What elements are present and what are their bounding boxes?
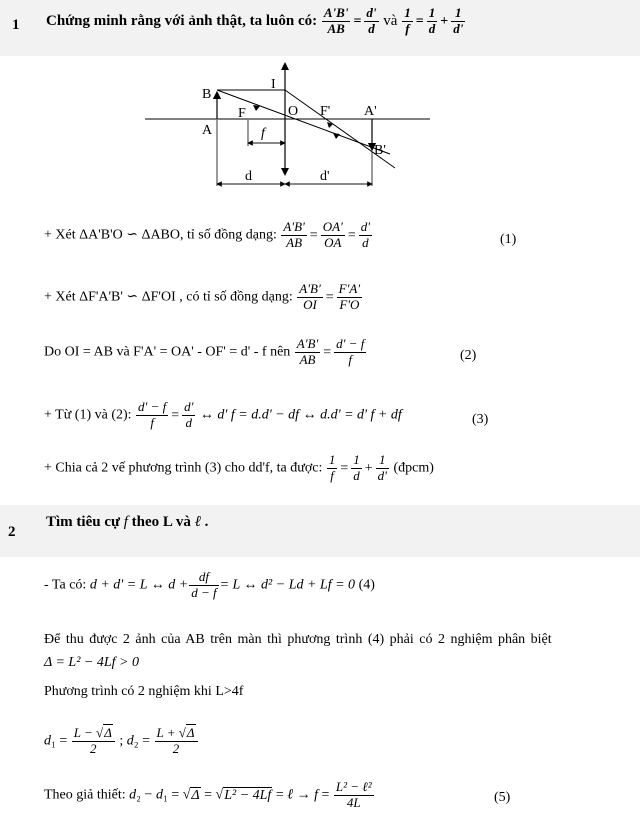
label-B: B xyxy=(202,87,212,102)
section1-number: 1 xyxy=(12,17,20,33)
s1-line2-text: + Xét ΔF'A'B' ∽ ΔF'OI , có tỉ số đồng dạng: xyxy=(44,289,293,305)
s1-line5-text: + Chia cả 2 vế phương trình (3) cho dd'f, ta được: xyxy=(44,460,323,476)
s1-line4: + Từ (1) và (2): $\frac{d' - f}{f}$ = $\frac{d'}{d}$ ↔ d' f = d.d' − df ↔ d.d' = d' f + df xyxy=(44,399,402,430)
label-Fp: F' xyxy=(320,104,331,119)
section1-title: Chứng minh rằng với ảnh thật, ta luôn có: $\frac{A'B'}{AB}$ = $\frac{d'}{d}$ và $\frac{1}{f}$ = $\frac{1}{d}$ + $\frac{1}{d'}$ xyxy=(46,5,464,36)
section2-number: 2 xyxy=(8,524,16,540)
label-A: A xyxy=(202,123,213,138)
s1-line4-num: (3) xyxy=(472,412,489,427)
label-Bp: B' xyxy=(374,143,386,158)
s2-line1: - Ta có: d + d' = L ↔ d + $\frac{df}{d - f}$ = L ↔ d² − Ld + Lf = 0 (4) xyxy=(44,569,375,600)
s1-line5-suffix: (đpcm) xyxy=(393,460,434,476)
lens-diagram xyxy=(140,58,440,198)
label-O: O xyxy=(288,104,299,119)
s1-line4-text: + Từ (1) và (2): xyxy=(44,407,132,423)
section1-title-prefix: Chứng minh rằng với ảnh thật, ta luôn có: xyxy=(46,12,318,29)
label-f: f xyxy=(261,126,265,141)
s2-roots: d₁ = $\frac{L - √\Delta}{2}$ ; d₂ = $\frac{L + √\Delta}{2}$ xyxy=(44,726,199,757)
s1-line2: + Xét ΔF'A'B' ∽ ΔF'OI , có tỉ số đồng dạng: $\frac{A'B'}{OI}$ = $\frac{F'A'}{F'O}$ xyxy=(44,281,361,312)
s2-line1-text: - Ta có: xyxy=(44,577,87,593)
section2-title-a: Tìm tiêu cự xyxy=(46,514,120,530)
label-Ap: A' xyxy=(364,104,377,119)
s2-para1: Để thu được 2 ảnh của AB trên màn thì phương trình (4) phải có 2 nghiệm phân biệt xyxy=(44,632,552,647)
label-dp: d' xyxy=(320,169,330,184)
s1-line3: Do OI = AB và F'A' = OA' - OF' = d' - f nên $\frac{A'B'}{AB}$ = $\frac{d' - f}{f}$ xyxy=(44,336,365,367)
section2-title-b: theo L và xyxy=(131,514,191,530)
s1-line3-num: (2) xyxy=(460,348,477,363)
s2-para2: Phương trình có 2 nghiệm khi L>4f xyxy=(44,684,244,699)
s1-line5: + Chia cả 2 vế phương trình (3) cho dd'f, ta được: $\frac{1}{f}$ = $\frac{1}{d}$ + $\frac{1}{d'}$ (đpcm) xyxy=(44,452,434,483)
s2-delta: Δ = L² − 4Lf > 0 xyxy=(44,655,139,670)
section2-header xyxy=(0,505,640,557)
s2-last-num: (5) xyxy=(494,790,511,805)
s1-line1-text: + Xét ΔA'B'O ∽ ΔABO, tỉ số đồng dạng: xyxy=(44,227,277,243)
label-I: I xyxy=(271,77,276,92)
s1-line1-num: (1) xyxy=(500,232,517,247)
s2-last-text: Theo giả thiết: xyxy=(44,787,126,803)
section1-title-va: và xyxy=(383,12,398,29)
label-d: d xyxy=(245,169,252,184)
section2-title: Tìm tiêu cự f theo L và ℓ . xyxy=(46,514,209,530)
s1-line3-text: Do OI = AB và F'A' = OA' - OF' = d' - f nên xyxy=(44,344,291,360)
label-F: F xyxy=(238,106,246,121)
s1-line1: + Xét ΔA'B'O ∽ ΔABO, tỉ số đồng dạng: $\frac{A'B'}{AB}$ = $\frac{OA'}{OA}$ = $\frac{d'}{d}$ xyxy=(44,219,370,250)
s2-last: Theo giả thiết: d₂ − d₁ = √Δ = √L² − 4Lf = ℓ → f = $\frac{\text{L² − ℓ²}}{4L}$ xyxy=(44,779,372,810)
